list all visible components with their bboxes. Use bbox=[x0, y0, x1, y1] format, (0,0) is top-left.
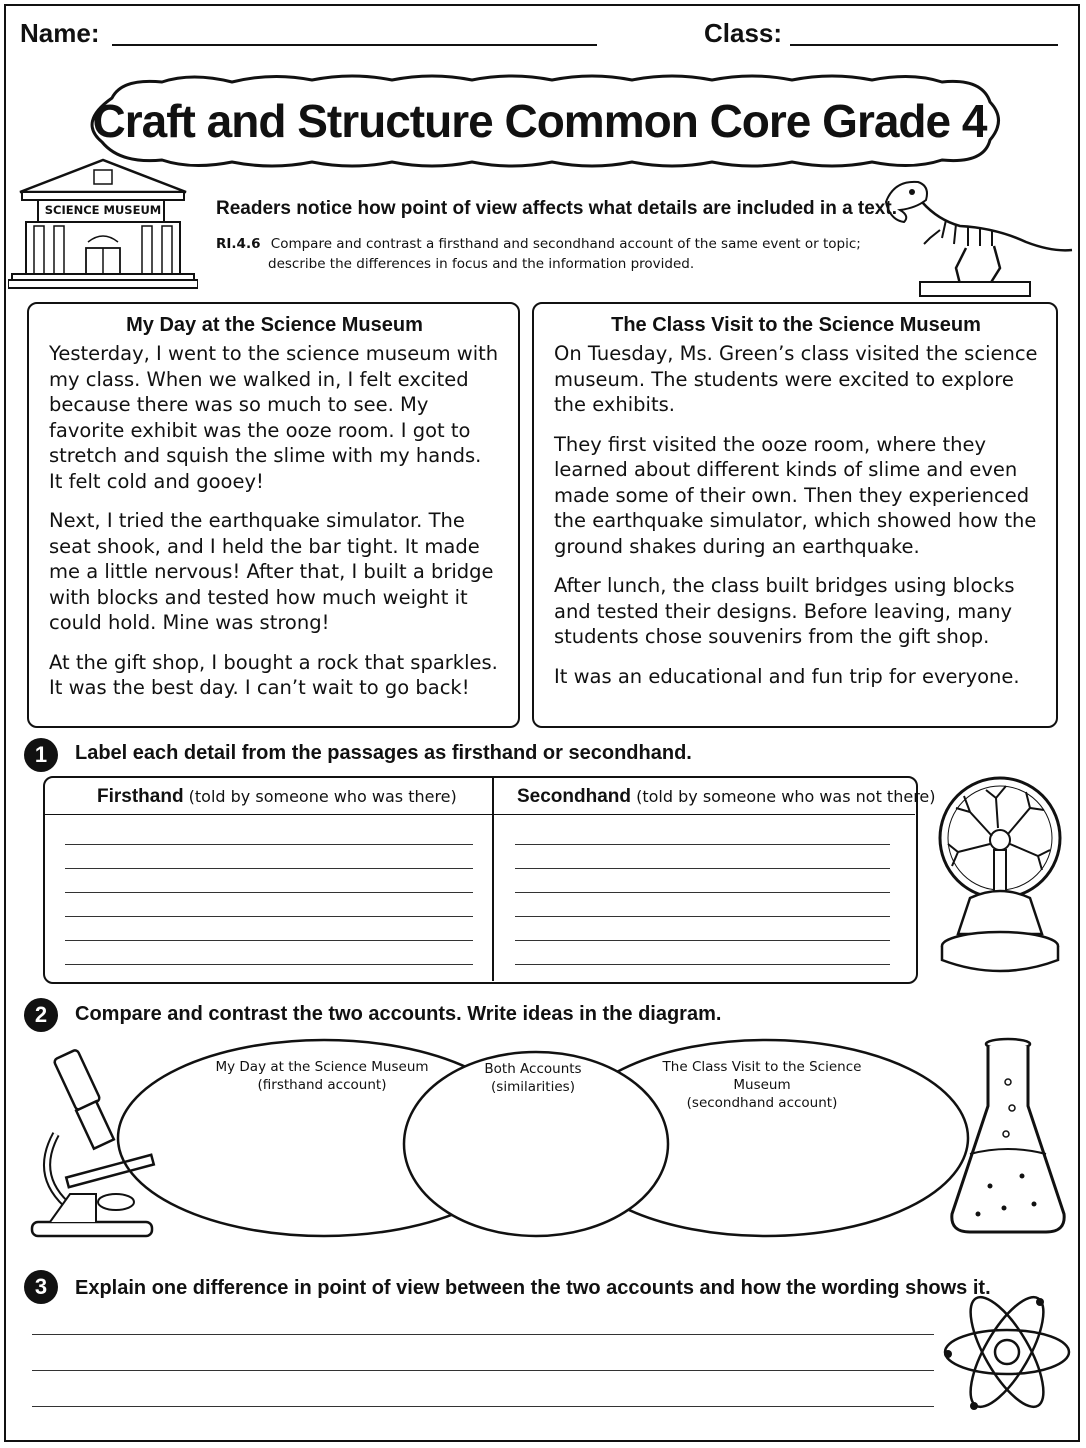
venn-center-sub: (similarities) bbox=[491, 1079, 575, 1095]
intro-statement: Readers notice how point of view affects what details are included in a text. bbox=[216, 198, 897, 219]
firsthand-answer-line[interactable] bbox=[65, 868, 473, 869]
page-title: Craft and Structure Common Core Grade 4 bbox=[92, 95, 987, 147]
passage-paragraph: Yesterday, I went to the science museum with my class. When we walked in, I felt excited because there was so much to see. My favorite exhibit was the ooze room. I got to stretch and squish the slime with my hands. It felt cold and gooey! bbox=[49, 342, 499, 493]
passage-title: My Day at the Science Museum bbox=[126, 314, 423, 336]
table-header-rule bbox=[45, 814, 915, 815]
firsthand-answer-line[interactable] bbox=[65, 964, 473, 965]
secondhand-note: (told by someone who was not there) bbox=[636, 787, 936, 806]
secondhand-answer-line[interactable] bbox=[515, 940, 890, 941]
question-number-2: 2 bbox=[24, 998, 58, 1032]
venn-right-title: The Class Visit to the Science Museum bbox=[662, 1059, 862, 1093]
table-divider bbox=[492, 778, 494, 981]
standard-block bbox=[216, 234, 861, 274]
explanation-answer-line[interactable] bbox=[32, 1370, 934, 1371]
secondhand-header bbox=[517, 786, 936, 808]
passage-title: The Class Visit to the Science Museum bbox=[611, 314, 981, 336]
passage-firsthand bbox=[27, 302, 520, 728]
firsthand-answer-line[interactable] bbox=[65, 940, 473, 941]
venn-diagram bbox=[112, 1034, 972, 1244]
venn-center-label[interactable] bbox=[466, 1060, 600, 1096]
firsthand-header bbox=[97, 786, 457, 808]
museum-building-icon bbox=[8, 156, 198, 292]
question-3-text: Explain one difference in point of view between the two accounts and how the wording shows it. bbox=[75, 1277, 991, 1299]
venn-left-sub: (firsthand account) bbox=[257, 1077, 387, 1093]
secondhand-title: Secondhand bbox=[517, 786, 632, 807]
secondhand-answer-line[interactable] bbox=[515, 868, 890, 869]
name-field[interactable] bbox=[112, 44, 597, 46]
passage-secondhand bbox=[532, 302, 1058, 728]
explanation-answer-line[interactable] bbox=[32, 1406, 934, 1407]
firsthand-secondhand-table bbox=[43, 776, 936, 984]
venn-right-label[interactable] bbox=[632, 1058, 892, 1112]
venn-center-title: Both Accounts bbox=[484, 1061, 582, 1077]
secondhand-answer-line[interactable] bbox=[515, 964, 890, 965]
standard-line1: Compare and contrast a firsthand and secondhand account of the same event or topic; bbox=[270, 236, 861, 252]
flask-icon bbox=[946, 1036, 1070, 1240]
atom-icon bbox=[940, 1282, 1074, 1422]
firsthand-answer-line[interactable] bbox=[65, 844, 473, 845]
venn-right-sub: (secondhand account) bbox=[686, 1095, 838, 1111]
class-label: Class: bbox=[704, 18, 783, 48]
firsthand-note: (told by someone who was there) bbox=[188, 787, 457, 806]
venn-left-label[interactable] bbox=[204, 1058, 440, 1094]
question-1-text: Label each detail from the passages as firsthand or secondhand. bbox=[75, 742, 692, 764]
passage-paragraph: After lunch, the class built bridges using blocks and tested their designs. Before leaving, many students chose souvenirs from the gift shop. bbox=[554, 574, 1015, 648]
passage-paragraph: They first visited the ooze room, where they learned about different kinds of slime and even made some of their own. Then they experienced the earthquake simulator, which showed how the ground shakes during an earthquake. bbox=[554, 432, 1037, 558]
passage-paragraph: On Tuesday, Ms. Green’s class visited the science museum. The students were excited to explore the exhibits. bbox=[554, 342, 1038, 416]
standard-code: RI.4.6 bbox=[216, 236, 261, 252]
firsthand-title: Firsthand bbox=[97, 786, 184, 807]
question-number-1: 1 bbox=[24, 738, 58, 772]
dinosaur-skeleton-icon bbox=[876, 172, 1076, 300]
title-banner bbox=[72, 68, 1007, 174]
museum-sign: SCIENCE MUSEUM bbox=[44, 203, 162, 217]
passage-paragraph: At the gift shop, I bought a rock that sparkles. It was the best day. I can’t wait to go back! bbox=[49, 650, 498, 699]
explanation-answer-line[interactable] bbox=[32, 1334, 934, 1335]
firsthand-answer-line[interactable] bbox=[65, 892, 473, 893]
plasma-ball-icon bbox=[934, 770, 1066, 980]
secondhand-answer-line[interactable] bbox=[515, 892, 890, 893]
question-2-text: Compare and contrast the two accounts. Write ideas in the diagram. bbox=[75, 1003, 722, 1025]
standard-line2: describe the differences in focus and the information provided. bbox=[268, 256, 695, 272]
name-label: Name: bbox=[20, 18, 100, 48]
passage-paragraph: It was an educational and fun trip for everyone. bbox=[554, 664, 1020, 688]
firsthand-answer-line[interactable] bbox=[65, 916, 473, 917]
secondhand-answer-line[interactable] bbox=[515, 844, 890, 845]
venn-left-title: My Day at the Science Museum bbox=[215, 1059, 429, 1075]
class-field[interactable] bbox=[790, 44, 1058, 46]
secondhand-answer-line[interactable] bbox=[515, 916, 890, 917]
passage-paragraph: Next, I tried the earthquake simulator. The seat shook, and I held the bar tight. It made me a little nervous! After that, I built a bridge with blocks and tested how much weight it could hold. Mine was strong! bbox=[49, 509, 494, 634]
question-number-3: 3 bbox=[24, 1270, 58, 1304]
